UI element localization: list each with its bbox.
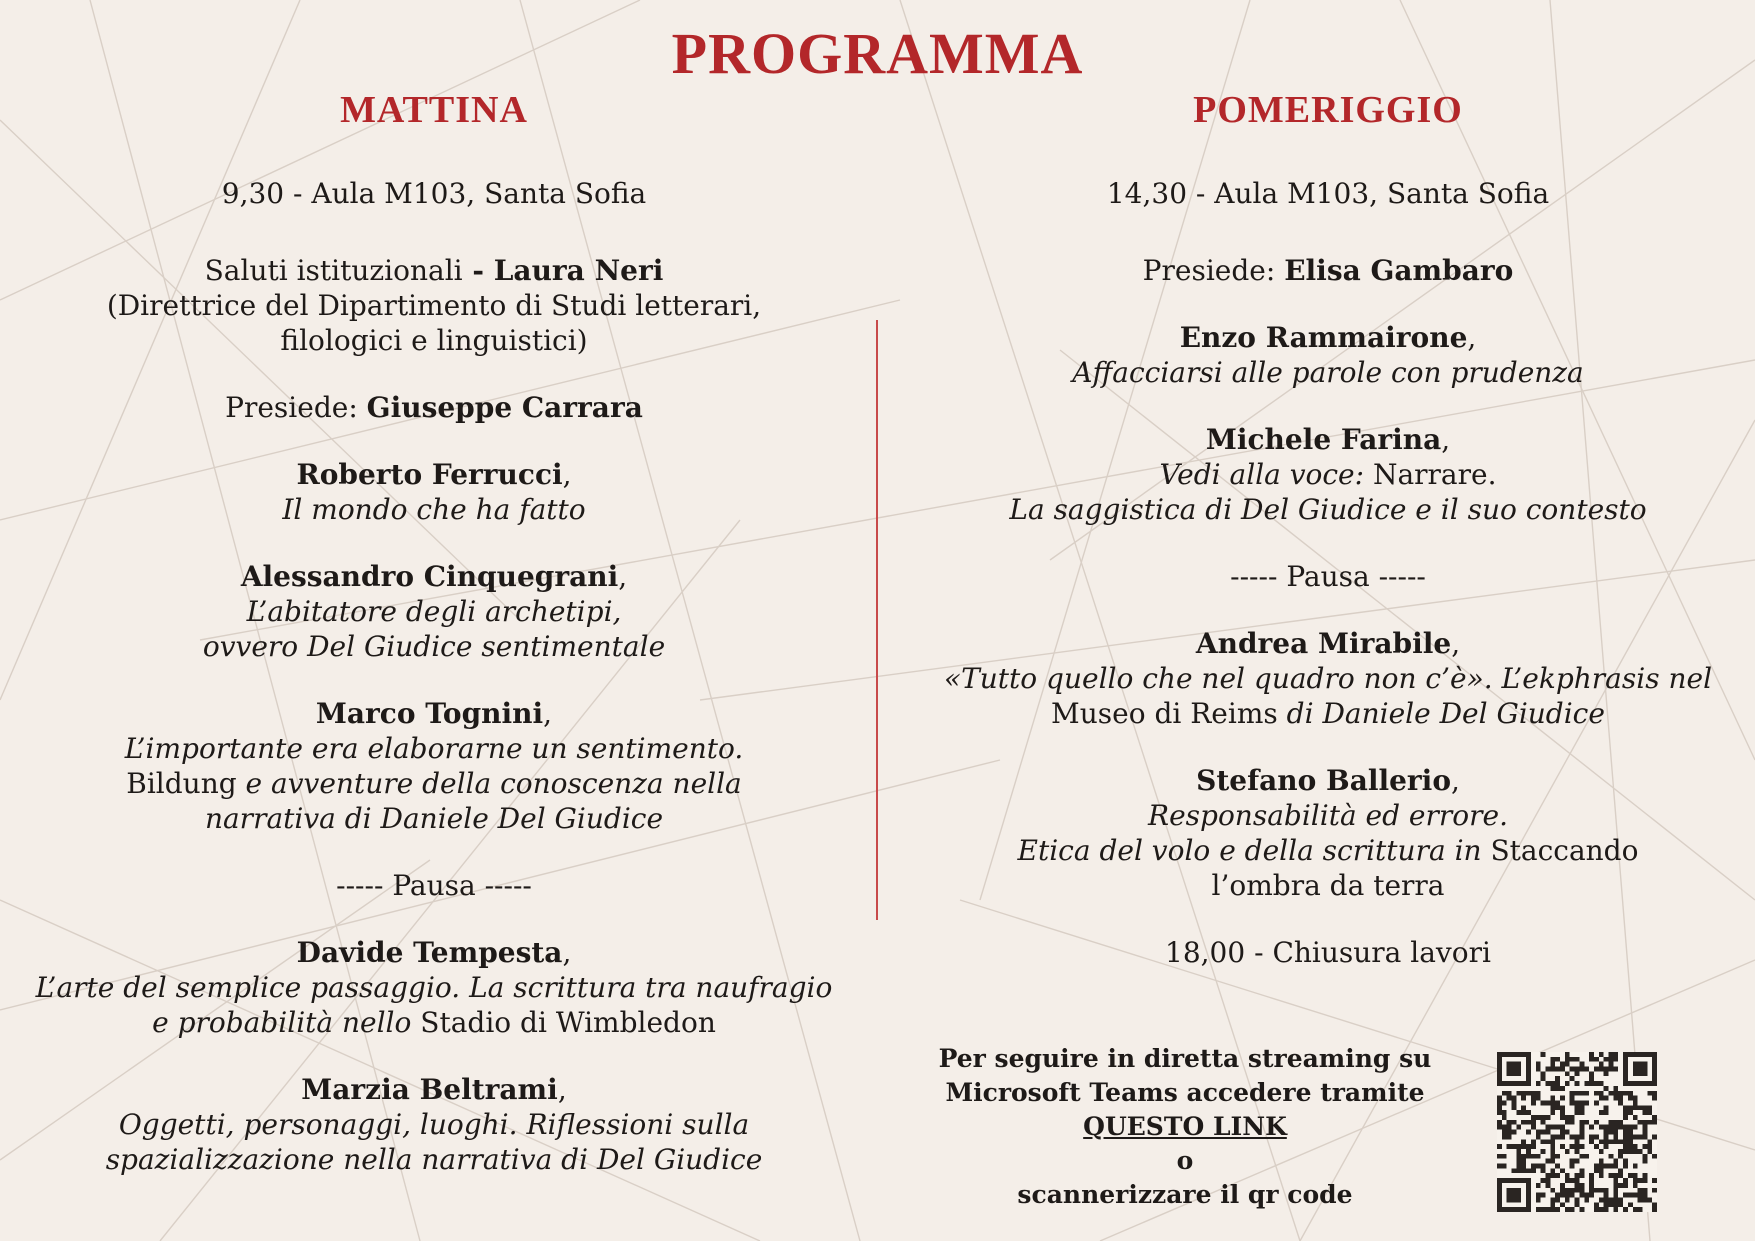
talk-title: spazializzazione nella narrativa di Del Giudice <box>105 1143 763 1176</box>
speaker-name: Alessandro Cinquegrani <box>240 560 619 593</box>
greetings-label: Saluti istituzionali <box>204 254 463 287</box>
talk-title: Vedi alla voce: <box>1159 458 1365 491</box>
morning-heading: MATTINA <box>340 89 528 131</box>
greetings-sep: - <box>462 254 494 287</box>
streaming-line2: Microsoft Teams accedere tramite <box>945 1078 1425 1107</box>
pause-label: ----- Pausa ----- <box>336 869 532 902</box>
afternoon-time: 14,30 - Aula M103, Santa Sofia <box>1106 177 1550 210</box>
speaker-name: Andrea Mirabile <box>1195 627 1452 660</box>
talk-title: L’abitatore degli archetipi, <box>246 595 622 628</box>
speaker-name: Enzo Rammairone <box>1179 321 1468 354</box>
talk-title-roman: Bildung <box>126 767 237 800</box>
talk-title: narrativa di Daniele Del Giudice <box>204 802 664 835</box>
greetings-block <box>34 253 834 358</box>
talk-beltrami: Marzia Beltrami, Oggetti, personaggi, luoghi. Riflessioni sulla spazializzazione nella narrativa di Del Giudice <box>105 1073 763 1176</box>
streaming-info <box>925 1042 1445 1212</box>
streaming-or: o <box>1176 1146 1194 1175</box>
talk-ballerio: Stefano Ballerio, Responsabilità ed errore. Etica del volo e della scrittura in Staccando l’ombra da terra <box>1017 764 1639 902</box>
greetings-role-line1: (Direttrice del Dipartimento di Studi letterari, <box>106 289 762 322</box>
closing-time: 18,00 - Chiusura lavori <box>1165 936 1491 969</box>
talk-title: Il mondo che ha fatto <box>282 493 586 526</box>
page-title: PROGRAMMA <box>671 21 1084 86</box>
greetings-speaker: Laura Neri <box>493 254 664 287</box>
afternoon-column <box>918 176 1738 970</box>
chair-label: Presiede: <box>225 391 367 424</box>
streaming-link[interactable]: QUESTO LINK <box>1083 1112 1287 1141</box>
talk-title-roman: Staccando <box>1481 834 1639 867</box>
column-divider <box>876 320 878 920</box>
morning-time: 9,30 - Aula M103, Santa Sofia <box>221 177 647 210</box>
talk-cinquegrani: Alessandro Cinquegrani, L’abitatore degli archetipi, ovvero Del Giudice sentimentale <box>202 560 666 663</box>
talk-title: ovvero Del Giudice sentimentale <box>202 630 666 663</box>
talk-title: La saggistica di Del Giudice e il suo contesto <box>1009 493 1647 526</box>
talk-title: Etica del volo e della scrittura in <box>1017 834 1482 867</box>
talk-rammairone: Enzo Rammairone, Affacciarsi alle parole con prudenza <box>1072 321 1584 389</box>
afternoon-heading: POMERIGGIO <box>1193 89 1463 131</box>
greetings-role-line2: filologici e linguistici) <box>280 324 588 357</box>
afternoon-chair <box>918 253 1738 288</box>
talk-tempesta: Davide Tempesta, L’arte del semplice passaggio. La scrittura tra naufragio e probabilità nello Stadio di Wimbledon <box>35 936 833 1039</box>
chair-name: Elisa Gambaro <box>1284 254 1514 287</box>
streaming-line1: Per seguire in diretta streaming su <box>938 1044 1432 1073</box>
speaker-name: Michele Farina <box>1205 423 1442 456</box>
morning-chair <box>34 390 834 425</box>
qr-code[interactable] <box>1497 1052 1657 1212</box>
talk-title: L’importante era elaborarne un sentimento. <box>124 732 744 765</box>
speaker-name: Roberto Ferrucci <box>296 458 563 491</box>
talk-title: L’arte del semplice passaggio. La scrittura tra naufragio <box>35 971 833 1004</box>
talk-title-roman: l’ombra da terra <box>1211 869 1445 902</box>
talk-farina: Michele Farina, Vedi alla voce: Narrare. La saggistica di Del Giudice e il suo contesto <box>1009 423 1647 526</box>
speaker-name: Marco Tognini <box>315 697 544 730</box>
speaker-name: Marzia Beltrami <box>301 1073 558 1106</box>
talk-title-roman: Narrare. <box>1364 458 1497 491</box>
talk-title: Responsabilità ed errore. <box>1148 799 1508 832</box>
streaming-line4: scannerizzare il qr code <box>1017 1180 1353 1209</box>
afternoon-pause <box>918 559 1738 594</box>
talk-title: di Daniele Del Giudice <box>1277 697 1605 730</box>
talk-title-roman: Museo di Reims <box>1051 697 1278 730</box>
speaker-name: Davide Tempesta <box>296 936 563 969</box>
chair-label: Presiede: <box>1142 254 1285 287</box>
talk-title: e avventure della conoscenza nella <box>236 767 742 800</box>
talk-tognini: Marco Tognini, L’importante era elaborarne un sentimento. Bildung e avventure della conoscenza nella narrativa di Daniele Del Giudice <box>124 697 744 835</box>
talk-title: e probabilità nello <box>152 1006 412 1039</box>
speaker-name: Stefano Ballerio <box>1196 764 1451 797</box>
pause-label: ----- Pausa ----- <box>1230 560 1426 593</box>
talk-title: «Tutto quello che nel quadro non c’è». L’ekphrasis nel <box>943 662 1713 695</box>
morning-pause <box>34 868 834 903</box>
talk-ferrucci: Roberto Ferrucci, Il mondo che ha fatto <box>282 458 586 526</box>
talk-title-roman: Stadio di Wimbledon <box>411 1006 716 1039</box>
talk-title: Affacciarsi alle parole con prudenza <box>1072 356 1584 389</box>
chair-name: Giuseppe Carrara <box>366 391 643 424</box>
talk-mirabile: Andrea Mirabile, «Tutto quello che nel quadro non c’è». L’ekphrasis nel Museo di Reims di Daniele Del Giudice <box>943 627 1713 730</box>
morning-column <box>34 176 834 1209</box>
talk-title: Oggetti, personaggi, luoghi. Riflessioni sulla <box>118 1108 750 1141</box>
